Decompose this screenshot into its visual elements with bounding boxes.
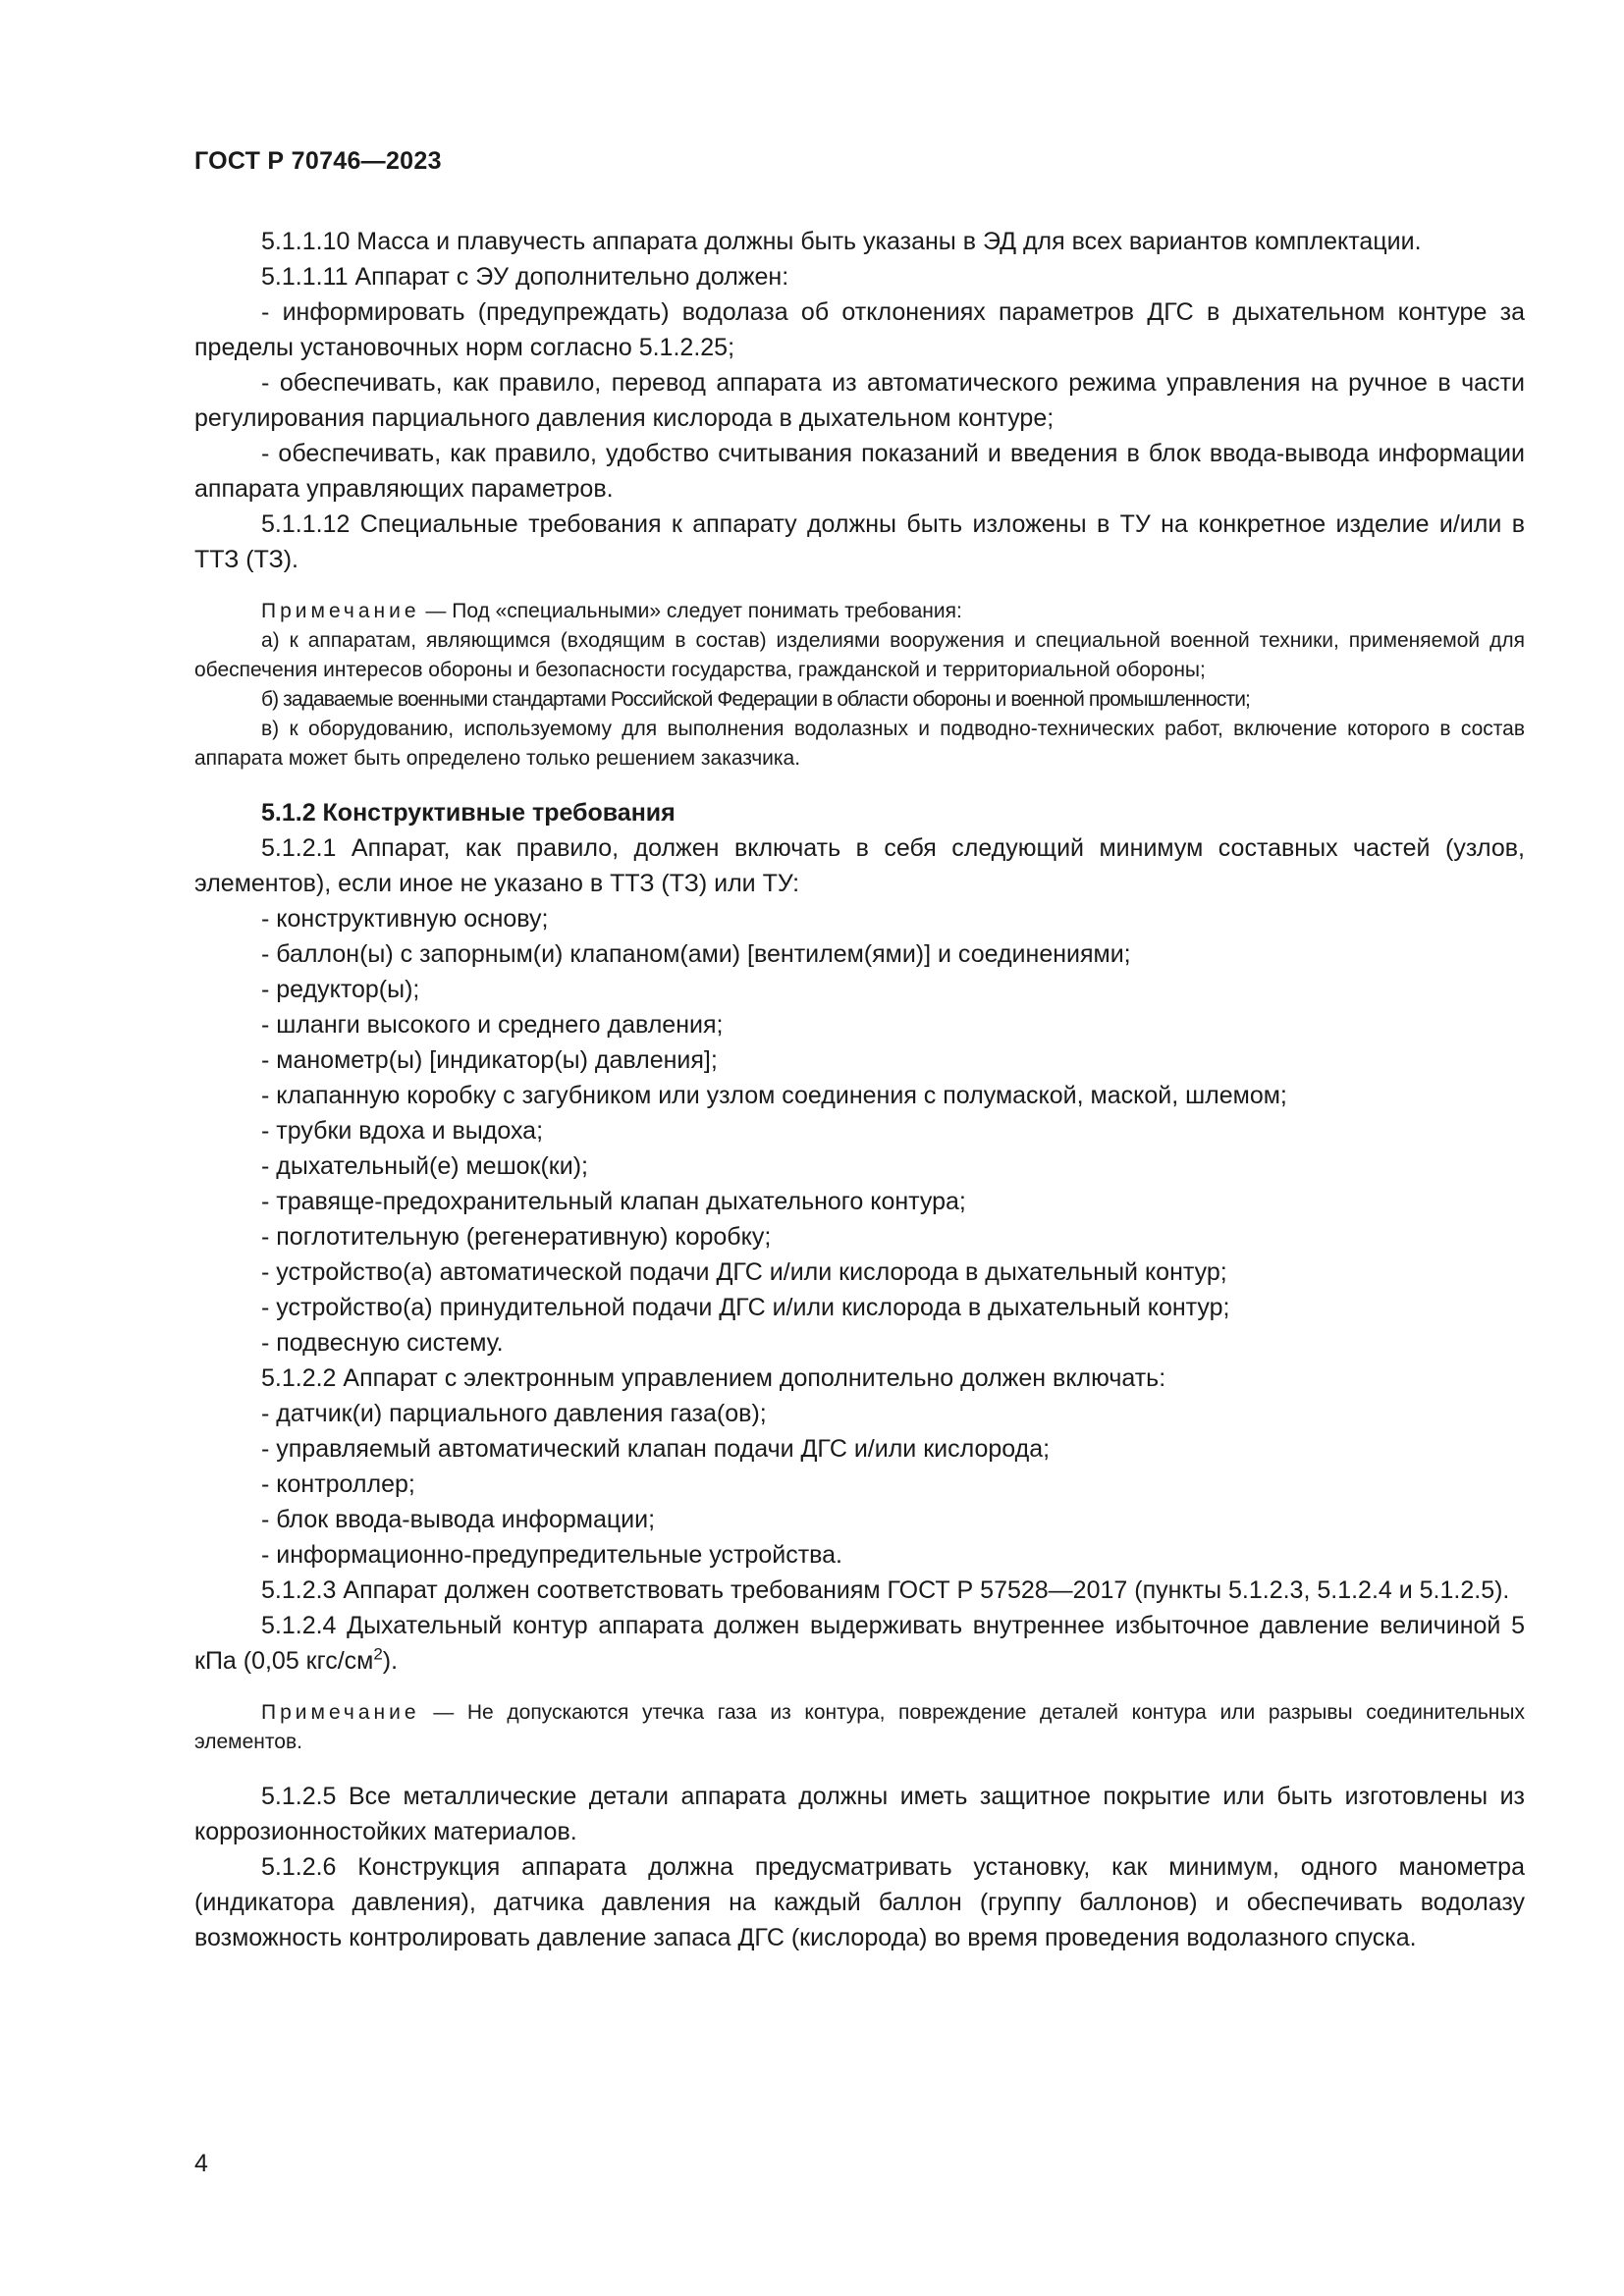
paragraph-5-1-2-4-text: 5.1.2.4 Дыхательный контур аппарата должен выдерживать внутреннее избыточное давление величиной 5 кПа (0,05 кгс/см <box>194 1612 1525 1675</box>
standard-header: ГОСТ Р 70746—2023 <box>194 147 442 175</box>
list-item: - обеспечивать, как правило, удобство считывания показаний и введения в блок ввода-вывода информации аппарата управляющих параметров. <box>194 440 1525 503</box>
list-item: - управляемый автоматический клапан подачи ДГС и/или кислорода; <box>261 1435 1051 1463</box>
list-item: - поглотительную (регенеративную) коробку; <box>261 1223 772 1251</box>
note-block-1 <box>194 597 1525 774</box>
paragraph-5-1-2-5: 5.1.2.5 Все металлические детали аппарата должны иметь защитное покрытие или быть изготовлены из коррозионностойких материалов. <box>194 1783 1525 1845</box>
list-item: - устройство(а) принудительной подачи ДГС и/или кислорода в дыхательный контур; <box>261 1294 1230 1321</box>
list-item: - информационно-предупредительные устройства. <box>261 1541 842 1569</box>
note-item-c: в) к оборудованию, используемому для выполнения водолазных и подводно-технических работ, включение которого в состав аппарата может быть определено только решением заказчика. <box>194 718 1525 770</box>
note-text: — Под «специальными» следует понимать требования: <box>419 600 962 622</box>
paragraph-5-1-1-11: 5.1.1.11 Аппарат с ЭУ дополнительно должен: <box>261 263 789 291</box>
list-item: - конструктивную основу; <box>261 905 549 933</box>
note-item-b: б) задаваемые военными стандартами Российской Федерации в области обороны и военной промышленности; <box>261 688 1250 711</box>
superscript: 2 <box>373 1644 383 1664</box>
note-text: — Не допускаются утечка газа из контура, повреждение деталей контура или разрывы соединительных элементов. <box>194 1701 1525 1753</box>
list-item: - информировать (предупреждать) водолаза об отклонениях параметров ДГС в дыхательном контуре за пределы установочных норм согласно 5.1.2.25; <box>194 298 1525 361</box>
section-title-5-1-2: 5.1.2 Конструктивные требования <box>261 799 676 827</box>
list-item: - датчик(и) парциального давления газа(ов); <box>261 1400 767 1427</box>
list-item: - обеспечивать, как правило, перевод аппарата из автоматического режима управления на ручное в части регулирования парциального давления кислорода в дыхательном контуре; <box>194 369 1525 432</box>
list-item: - редуктор(ы); <box>261 976 420 1003</box>
list-item: - манометр(ы) [индикатор(ы) давления]; <box>261 1046 718 1074</box>
list-item: - устройство(а) автоматической подачи ДГС и/или кислорода в дыхательный контур; <box>261 1258 1227 1286</box>
paragraph-5-1-2-3: 5.1.2.3 Аппарат должен соответствовать требованиям ГОСТ Р 57528—2017 (пункты 5.1.2.3, 5.1.2.4 и 5.1.2.5). <box>261 1576 1510 1604</box>
list-item: - травяще-предохранительный клапан дыхательного контура; <box>261 1188 966 1215</box>
page-number: 4 <box>194 2150 208 2177</box>
note-label: Примечание <box>261 600 420 622</box>
page-content <box>194 224 1525 1955</box>
list-item: - контроллер; <box>261 1470 415 1498</box>
list-item: - блок ввода-вывода информации; <box>261 1506 656 1533</box>
note-2 <box>194 1698 1525 1757</box>
paragraph-5-1-2-6: 5.1.2.6 Конструкция аппарата должна предусматривать установку, как минимум, одного манометра (индикатора давления), датчика давления на каждый баллон (группу баллонов) и обеспечивать водолазу возможность контролировать давление запаса ДГС (кислорода) во время проведения водолазного спуска. <box>194 1853 1525 1951</box>
note-intro <box>194 597 1525 626</box>
paragraph-5-1-2-4 <box>194 1608 1525 1679</box>
list-item: - дыхательный(е) мешок(ки); <box>261 1152 588 1180</box>
list-item: - баллон(ы) с запорным(и) клапаном(ами) [вентилем(ями)] и соединениями; <box>261 940 1131 968</box>
paragraph-5-1-2-2: 5.1.2.2 Аппарат с электронным управлением дополнительно должен включать: <box>261 1364 1166 1392</box>
paragraph-5-1-2-1: 5.1.2.1 Аппарат, как правило, должен включать в себя следующий минимум составных частей (узлов, элементов), если иное не указано в ТТЗ (ТЗ) или ТУ: <box>194 834 1525 897</box>
list-item: - подвесную систему. <box>261 1329 504 1357</box>
list-item: - клапанную коробку с загубником или узлом соединения с полумаской, маской, шлемом; <box>261 1082 1287 1109</box>
note-item-a: а) к аппаратам, являющимся (входящим в состав) изделиями вооружения и специальной военной техники, применяемой для обеспечения интересов обороны и безопасности государства, гражданской и территориальной обороны; <box>194 629 1525 681</box>
list-item: - шланги высокого и среднего давления; <box>261 1011 724 1039</box>
note-block-2 <box>194 1698 1525 1757</box>
paragraph-5-1-1-10: 5.1.1.10 Масса и плавучесть аппарата должны быть указаны в ЭД для всех вариантов комплектации. <box>261 228 1422 255</box>
list-item: - трубки вдоха и выдоха; <box>261 1117 544 1145</box>
note-label: Примечание <box>261 1701 420 1724</box>
paragraph-5-1-2-4-tail: ). <box>382 1647 399 1675</box>
paragraph-5-1-1-12: 5.1.1.12 Специальные требования к аппарату должны быть изложены в ТУ на конкретное изделие и/или в ТТЗ (ТЗ). <box>194 510 1525 573</box>
